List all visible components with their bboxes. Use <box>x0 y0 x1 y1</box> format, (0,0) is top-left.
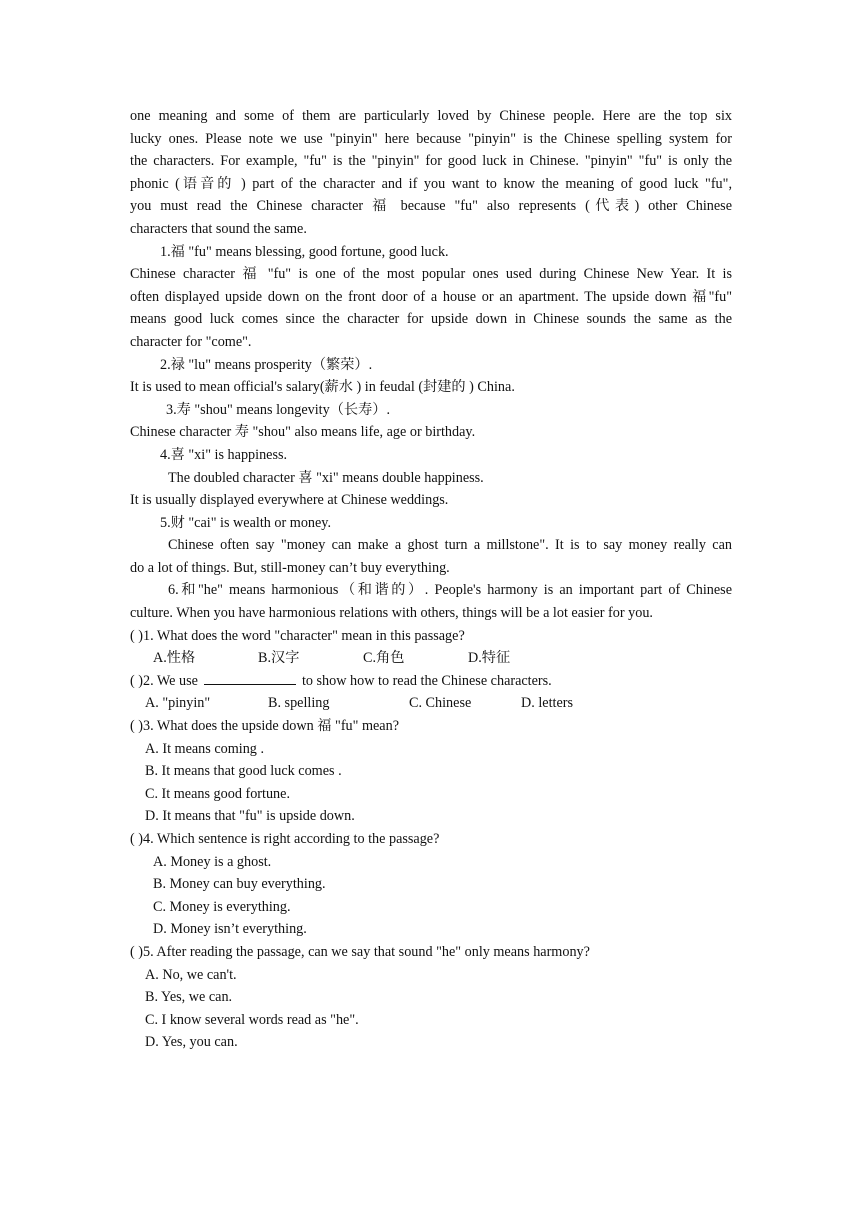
passage-line: means good luck comes since the character for upside down in Chinese sounds the same as the <box>130 311 732 328</box>
item-2-text: It is used to mean official's salary(薪水 ) in feudal (封建的 ) China. <box>130 379 515 396</box>
item-6-text: culture. When you have harmonious relations with others, things will be a lot easier for you. <box>130 605 653 622</box>
item-4-text: It is usually displayed everywhere at Chinese weddings. <box>130 492 449 509</box>
question-3-stem: ( )3. What does the upside down 福 "fu" mean? <box>130 718 399 735</box>
item-1-title: 1.福 "fu" means blessing, good fortune, good luck. <box>160 243 449 260</box>
option-b: B. Yes, we can. <box>145 989 233 1006</box>
option-a: A. No, we can't. <box>145 966 237 983</box>
option-d: D. Money isn’t everything. <box>153 921 307 938</box>
item-4-text: The doubled character 喜 "xi" means double happiness. <box>168 469 484 486</box>
answer-blank <box>204 670 296 685</box>
question-1-stem: ( )1. What does the word "character" mean in this passage? <box>130 627 465 644</box>
question-2-stem <box>130 670 732 693</box>
passage-line: the characters. For example, "fu" is the "pinyin" for good luck in Chinese. "pinyin" "fu" is only the <box>130 153 732 170</box>
item-5-text: Chinese often say "money can make a ghost turn a millstone". It is to say money really can <box>168 537 732 554</box>
option-c: C. I know several words read as "he". <box>145 1011 359 1028</box>
option-b: B. Money can buy everything. <box>153 876 326 893</box>
passage-line: often displayed upside down on the front door of a house or an apartment. The upside down 福"fu" <box>130 288 732 305</box>
option-c: C.角色 <box>363 650 405 667</box>
passage-line: characters that sound the same. <box>130 220 307 237</box>
item-4-title: 4.喜 "xi" is happiness. <box>160 446 288 463</box>
passage-line: lucky ones. Please note we use "pinyin" here because "pinyin" is the Chinese spelling system for <box>130 130 732 147</box>
question-4-stem: ( )4. Which sentence is right according to the passage? <box>130 831 440 847</box>
item-5-text: do a lot of things. But, still-money can’t buy everything. <box>130 559 450 576</box>
option-b: B. spelling <box>268 695 330 712</box>
option-a: A. "pinyin" <box>145 695 211 712</box>
passage-line: one meaning and some of them are particularly loved by Chinese people. Here are the top six <box>130 108 732 124</box>
question-2-options <box>130 692 732 715</box>
option-d: D. Yes, you can. <box>145 1034 238 1051</box>
item-3-text: Chinese character 寿 "shou" also means life, age or birthday. <box>130 424 476 441</box>
question-1-options <box>130 647 732 670</box>
option-a: A. It means coming . <box>145 740 264 757</box>
question-5-stem: ( )5. After reading the passage, can we say that sound "he" only means harmony? <box>130 943 590 960</box>
passage-line: character for "come". <box>130 333 252 350</box>
item-5-title: 5.财 "cai" is wealth or money. <box>160 514 332 531</box>
option-d: D. letters <box>521 695 574 712</box>
option-d: D.特征 <box>468 650 511 667</box>
item-6-text: 6.和"he" means harmonious（和谐的）. People's harmony is an important part of Chinese <box>168 582 732 599</box>
passage-line: Chinese character 福 "fu" is one of the most popular ones used during Chinese New Year. It is <box>130 266 732 283</box>
option-b: B. It means that good luck comes . <box>145 763 342 780</box>
passage-line: phonic (语音的 ) part of the character and if you want to know the meaning of good luck "fu", <box>130 175 732 192</box>
option-b: B.汉字 <box>258 650 300 667</box>
option-a: A. Money is a ghost. <box>153 853 272 870</box>
option-c: C. It means good fortune. <box>145 785 290 802</box>
option-d: D. It means that "fu" is upside down. <box>145 808 355 825</box>
item-3-title: 3.寿 "shou" means longevity（长寿）. <box>166 401 390 418</box>
option-c: C. Chinese <box>409 695 472 712</box>
item-2-title: 2.禄 "lu" means prosperity（繁荣）. <box>160 356 373 373</box>
document-page <box>130 105 732 1054</box>
option-a: A.性格 <box>153 650 196 667</box>
passage-line: you must read the Chinese character 福 because "fu" also represents (代表) other Chinese <box>130 198 732 215</box>
question-2-stem-start: ( )2. We use <box>130 672 198 689</box>
option-c: C. Money is everything. <box>153 898 291 915</box>
question-2-stem-end: to show how to read the Chinese characters. <box>301 672 552 689</box>
